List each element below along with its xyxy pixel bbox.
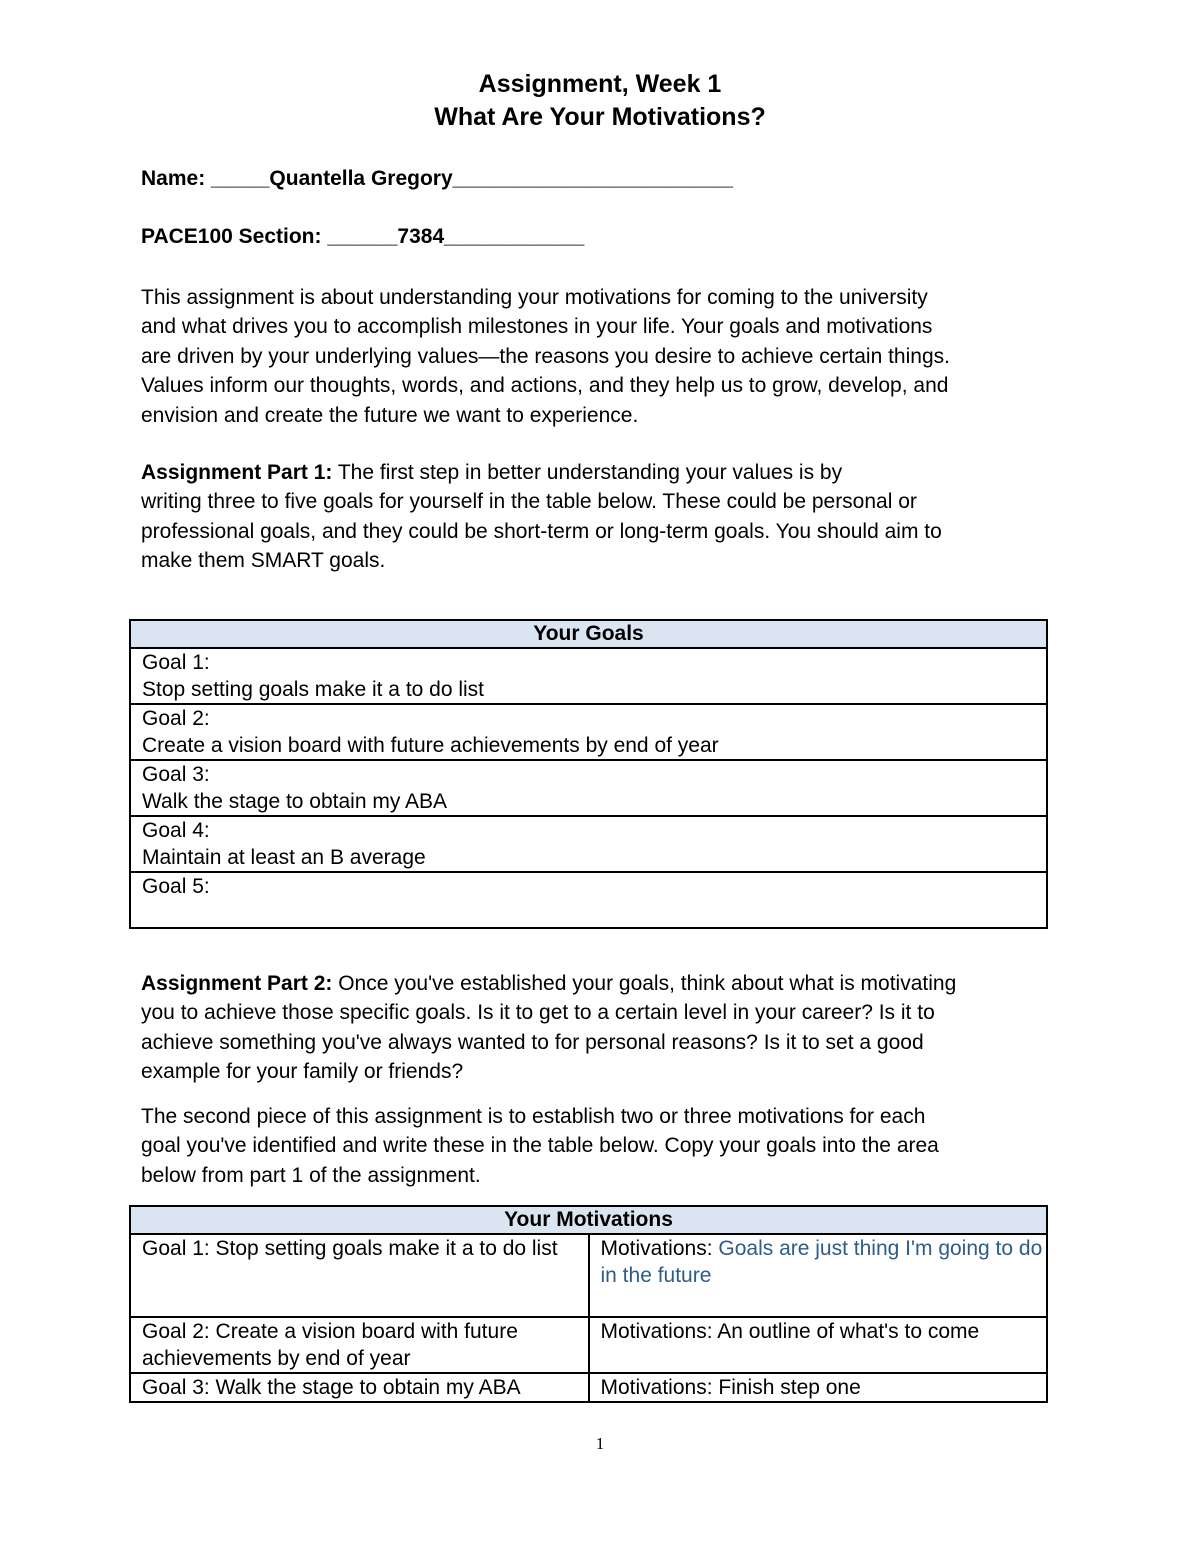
motivations-table-header: Your Motivations <box>130 1206 1047 1234</box>
table-row <box>130 648 1047 704</box>
page-number: 1 <box>595 1434 605 1453</box>
motivations-table <box>129 1205 1048 1403</box>
document-subtitle: What Are Your Motivations? <box>434 103 766 131</box>
motivation-1-value: Goals are just thing I'm going to do in the future <box>600 1237 1043 1287</box>
table-row <box>130 1234 1047 1317</box>
part1-text: The first step in better understanding your values is by writing three to five goals for yourself in the table below. These could be personal or professional goals, and they could be short-term or long-term goals. You should aim to make them SMART goals. <box>141 461 942 573</box>
name-field: Name: _____Quantella Gregory________________________ <box>141 167 733 190</box>
goal-4-cell[interactable] <box>130 816 1047 872</box>
goal-1-cell[interactable] <box>130 648 1047 704</box>
goal-5-cell[interactable] <box>130 872 1047 928</box>
goal-1-value: Stop setting goals make it a to do list <box>142 678 485 701</box>
table-row <box>130 760 1047 816</box>
goal-4-label: Goal 4: <box>142 819 210 842</box>
table-row <box>130 1317 1047 1373</box>
goal-4-value: Maintain at least an B average <box>142 846 426 869</box>
table-row <box>130 704 1047 760</box>
motivation-1-cell[interactable] <box>589 1234 1048 1317</box>
goal-3-label: Goal 3: <box>142 763 210 786</box>
motivation-2-cell[interactable] <box>589 1317 1048 1373</box>
part2-paragraph-2: The second piece of this assignment is to establish two or three motivations for each goal you've identified and write these in the table below. Copy your goals into the area below from part 1 of the assignment. <box>141 1105 939 1187</box>
part2-label: Assignment Part 2: <box>141 972 333 995</box>
part1-paragraph <box>141 458 1081 576</box>
goal-3-value: Walk the stage to obtain my ABA <box>142 790 448 813</box>
title-block <box>0 68 1200 134</box>
motivation-3-cell[interactable] <box>589 1373 1048 1402</box>
goal-5-label: Goal 5: <box>142 875 210 898</box>
goals-table-header: Your Goals <box>130 620 1047 648</box>
motivation-1-label: Motivations: <box>600 1237 719 1260</box>
motivation-2-label: Motivations: An outline of what's to come <box>600 1320 980 1343</box>
part1-label: Assignment Part 1: <box>141 461 333 484</box>
part2-paragraph <box>141 969 1081 1087</box>
table-row <box>130 816 1047 872</box>
goal-2-value: Create a vision board with future achievements by end of year <box>142 734 719 757</box>
motivation-goal-3-cell[interactable]: Goal 3: Walk the stage to obtain my ABA <box>130 1373 589 1402</box>
document-title: Assignment, Week 1 <box>478 70 722 98</box>
goal-2-cell[interactable] <box>130 704 1047 760</box>
motivation-goal-2-cell[interactable]: Goal 2: Create a vision board with future achievements by end of year <box>130 1317 589 1373</box>
goal-3-cell[interactable] <box>130 760 1047 816</box>
goal-2-label: Goal 2: <box>142 707 210 730</box>
motivation-goal-1-cell[interactable]: Goal 1: Stop setting goals make it a to do list <box>130 1234 589 1317</box>
table-row <box>130 1373 1047 1402</box>
motivation-3-label: Motivations: Finish step one <box>600 1376 861 1399</box>
section-field: PACE100 Section: ______7384____________ <box>141 225 585 248</box>
goals-table <box>129 619 1048 929</box>
table-row <box>130 872 1047 928</box>
part2-text: Once you've established your goals, think about what is motivating you to achieve those specific goals. Is it to get to a certain level in your career? Is it to achieve something you've always wanted to for personal reasons? Is it to set a good example for your family or friends? <box>141 972 957 1084</box>
intro-paragraph: This assignment is about understanding your motivations for coming to the university and what drives you to accomplish milestones in your life. Your goals and motivations are driven by your underlying values—the reasons you desire to achieve certain things. Values inform our thoughts, words, and actions, and they help us to grow, develop, and envision and create the future we want to experience. <box>141 286 950 427</box>
goal-1-label: Goal 1: <box>142 651 210 674</box>
